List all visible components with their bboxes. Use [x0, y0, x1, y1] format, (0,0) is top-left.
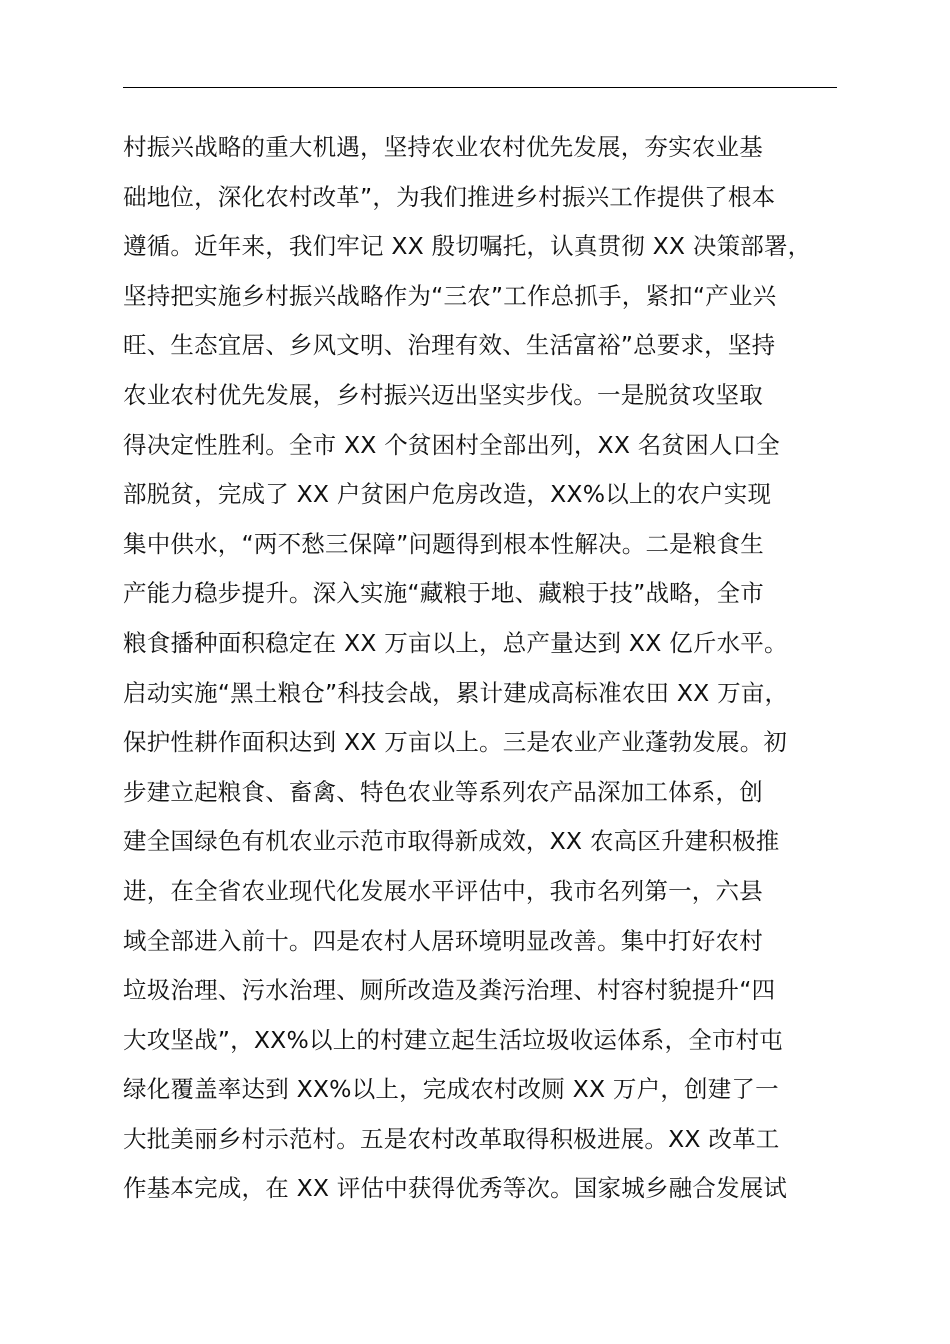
text-line: 步建立起粮食、畜禽、特色农业等系列农产品深加工体系，创 — [123, 777, 763, 806]
text-line: 绿化覆盖率达到 XX%以上，完成农村改厕 XX 万户，创建了一 — [123, 1075, 779, 1104]
text-line: 进，在全省农业现代化发展水平评估中，我市名列第一，六县 — [123, 876, 763, 905]
text-line: 遵循。近年来，我们牢记 XX 殷切嘱托，认真贯彻 XX 决策部署， — [123, 232, 812, 261]
document-body — [123, 123, 883, 1214]
text-line: 础地位，深化农村改革”，为我们推进乡村振兴工作提供了根本 — [123, 182, 776, 211]
text-line: 保护性耕作面积达到 XX 万亩以上。三是农业产业蓬勃发展。初 — [123, 728, 788, 757]
text-line: 坚持把实施乡村振兴战略作为“三农”工作总抓手，紧扣“产业兴 — [123, 281, 777, 310]
text-line: 农业农村优先发展，乡村振兴迈出坚实步伐。一是脱贫攻坚取 — [123, 380, 763, 409]
text-line: 垃圾治理、污水治理、厕所改造及粪污治理、村容村貌提升“四 — [123, 976, 776, 1005]
text-line: 得决定性胜利。全市 XX 个贫困村全部出列，XX 名贫困人口全 — [123, 430, 781, 459]
text-line: 建全国绿色有机农业示范市取得新成效，XX 农高区升建积极推 — [123, 827, 780, 856]
text-line: 作基本完成，在 XX 评估中获得优秀等次。国家城乡融合发展试 — [123, 1174, 788, 1203]
header-rule — [123, 87, 837, 88]
text-line: 旺、生态宜居、乡风文明、治理有效、生活富裕”总要求，坚持 — [123, 331, 776, 360]
text-line: 大攻坚战”，XX%以上的村建立起生活垃圾收运体系，全市村屯 — [123, 1025, 784, 1054]
text-line: 大批美丽乡村示范村。五是农村改革取得积极进展。XX 改革工 — [123, 1124, 780, 1153]
text-line: 启动实施“黑土粮仓”科技会战，累计建成高标准农田 XX 万亩， — [123, 678, 789, 707]
text-line: 产能力稳步提升。深入实施“藏粮于地、藏粮于技”战略，全市 — [123, 579, 764, 608]
text-line: 部脱贫，完成了 XX 户贫困户危房改造，XX%以上的农户实现 — [123, 480, 772, 509]
text-line: 粮食播种面积稳定在 XX 万亩以上，总产量达到 XX 亿斤水平。 — [123, 628, 788, 657]
text-line: 村振兴战略的重大机遇，坚持农业农村优先发展，夯实农业基 — [123, 133, 763, 161]
text-line: 集中供水，“两不愁三保障”问题得到根本性解决。二是粮食生 — [123, 529, 764, 558]
text-line: 域全部进入前十。四是农村人居环境明显改善。集中打好农村 — [123, 926, 763, 955]
